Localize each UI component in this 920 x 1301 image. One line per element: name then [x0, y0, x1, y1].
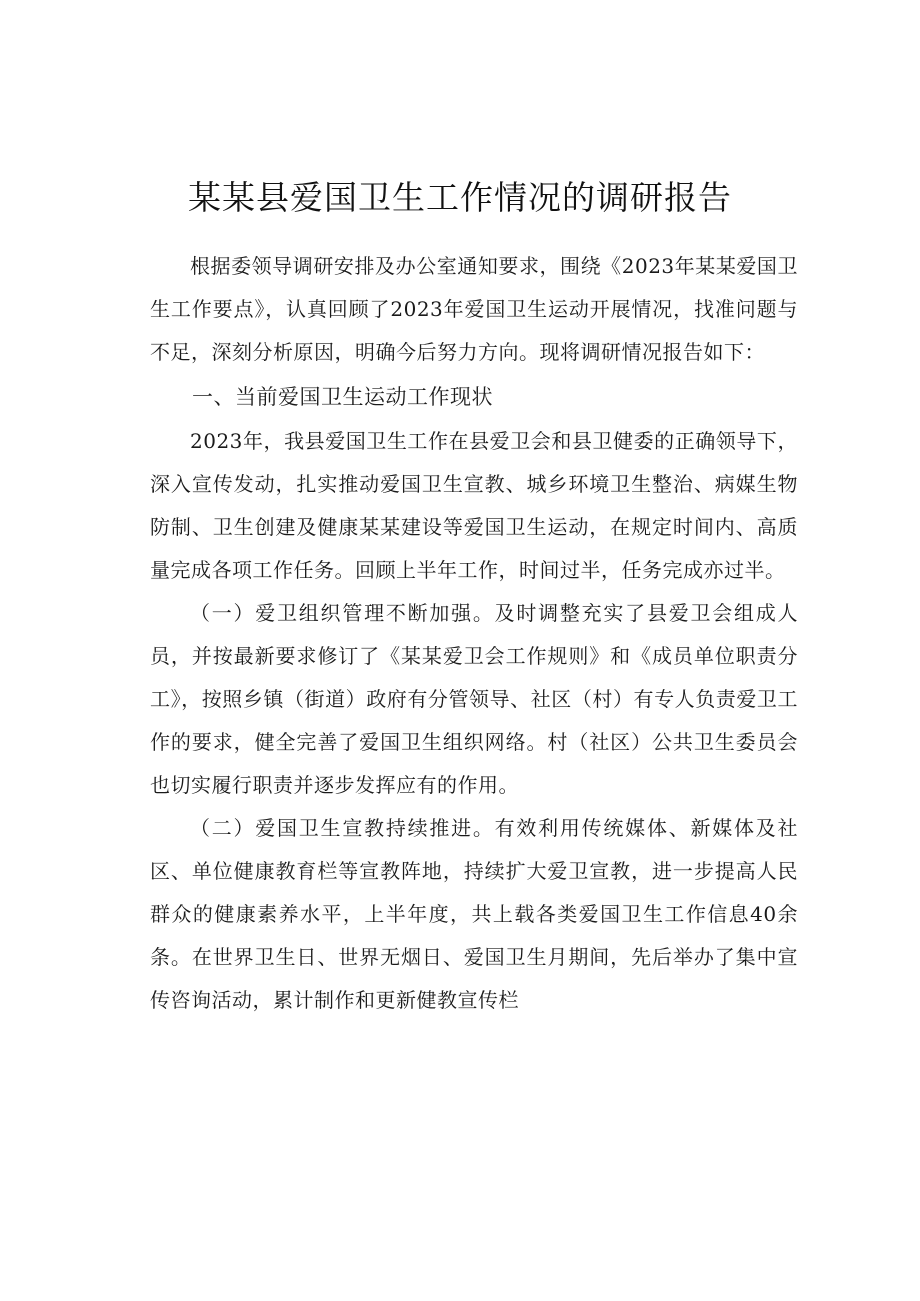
- document-title: 某某县爱国卫生工作情况的调研报告: [188, 178, 732, 218]
- subsection-paragraph-2: （二）爱国卫生宣教持续推进。有效利用传统媒体、新媒体及社区、单位健康教育栏等宣教阵地，持续扩大爱卫宣教，进一步提高人民群众的健康素养水平，上半年度，共上载各类爱国卫生工作信息40余条。在世界卫生日、世界无烟日、爱国卫生月期间，先后举办了集中宣传咨询活动，累计制作和更新健教宣传栏: [150, 816, 798, 1012]
- section-heading: 一、当前爱国卫生运动工作现状: [192, 385, 493, 409]
- subsection-paragraph-1: （一）爱卫组织管理不断加强。及时调整充实了县爱卫会组成人员，并按最新要求修订了《某某爱卫会工作规则》和《成员单位职责分工》，按照乡镇（街道）政府有分管领导、社区（村）有专人负责爱卫工作的要求，健全完善了爱国卫生组织网络。村（社区）公共卫生委员会也切实履行职责并逐步发挥应有的作用。: [150, 601, 798, 797]
- document-body: [150, 245, 798, 1022]
- section-paragraph: 2023年，我县爱国卫生工作在县爱卫会和县卫健委的正确领导下，深入宣传发动，扎实推动爱国卫生宣教、城乡环境卫生整治、病媒生物防制、卫生创建及健康某某建设等爱国卫生运动，在规定时间内、高质量完成各项工作任务。回顾上半年工作，时间过半，任务完成亦过半。: [150, 429, 798, 582]
- intro-paragraph: 根据委领导调研安排及办公室通知要求，围绕《2023年某某爱国卫生工作要点》，认真回顾了2023年爱国卫生运动开展情况，找准问题与不足，深刻分析原因，明确今后努力方向。现将调研情况报告如下：: [150, 254, 798, 364]
